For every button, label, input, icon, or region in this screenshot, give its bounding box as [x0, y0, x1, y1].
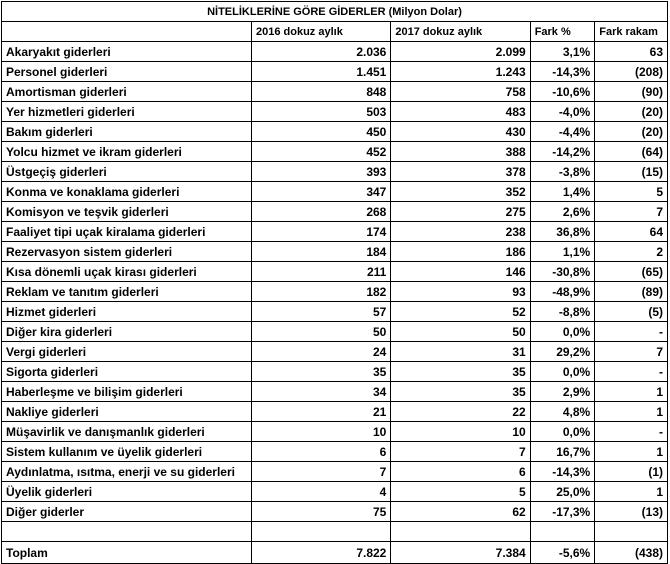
- empty-cell: [391, 522, 530, 542]
- table-row: [2, 442, 668, 462]
- row-label: Aydınlatma, ısıtma, enerji ve su giderleri: [2, 462, 252, 482]
- row-diff-value: -: [595, 422, 668, 442]
- row-2017-value: 10: [391, 422, 530, 442]
- table-row: [2, 422, 668, 442]
- empty-cell: [252, 522, 391, 542]
- row-pct-change: 0,0%: [530, 422, 595, 442]
- table-row: [2, 102, 668, 122]
- row-label: Rezervasyon sistem giderleri: [2, 242, 252, 262]
- total-label: Toplam: [2, 542, 252, 564]
- row-diff-value: (90): [595, 82, 668, 102]
- row-label: Sistem kullanım ve üyelik giderleri: [2, 442, 252, 462]
- row-2016-value: 848: [252, 82, 391, 102]
- table-row: [2, 262, 668, 282]
- table-row: [2, 242, 668, 262]
- row-2016-value: 35: [252, 362, 391, 382]
- header-diff: Fark rakam: [595, 22, 668, 42]
- row-2017-value: 483: [391, 102, 530, 122]
- row-2017-value: 5: [391, 482, 530, 502]
- row-pct-change: 36,8%: [530, 222, 595, 242]
- row-label: Üyelik giderleri: [2, 482, 252, 502]
- table-row: [2, 482, 668, 502]
- row-pct-change: 0,0%: [530, 322, 595, 342]
- spacer-row: [2, 522, 668, 542]
- row-2016-value: 174: [252, 222, 391, 242]
- row-2016-value: 2.036: [252, 42, 391, 62]
- total-pct-change: -5,6%: [530, 542, 595, 564]
- row-diff-value: (64): [595, 142, 668, 162]
- row-pct-change: -4,4%: [530, 122, 595, 142]
- table-row: [2, 182, 668, 202]
- row-2016-value: 75: [252, 502, 391, 522]
- row-pct-change: -14,3%: [530, 462, 595, 482]
- table-row: [2, 202, 668, 222]
- row-diff-value: 7: [595, 202, 668, 222]
- row-pct-change: 0,0%: [530, 362, 595, 382]
- row-2017-value: 93: [391, 282, 530, 302]
- table-row: [2, 122, 668, 142]
- row-label: Üstgeçiş giderleri: [2, 162, 252, 182]
- table-row: [2, 322, 668, 342]
- table-row: [2, 362, 668, 382]
- row-pct-change: -17,3%: [530, 502, 595, 522]
- row-2017-value: 378: [391, 162, 530, 182]
- row-label: Hizmet giderleri: [2, 302, 252, 322]
- row-pct-change: 29,2%: [530, 342, 595, 362]
- row-diff-value: (20): [595, 122, 668, 142]
- row-diff-value: (15): [595, 162, 668, 182]
- empty-cell: [2, 522, 252, 542]
- table-row: [2, 42, 668, 62]
- table-row: [2, 142, 668, 162]
- row-label: Sigorta giderleri: [2, 362, 252, 382]
- row-pct-change: 1,1%: [530, 242, 595, 262]
- row-2016-value: 184: [252, 242, 391, 262]
- row-label: Reklam ve tanıtım giderleri: [2, 282, 252, 302]
- row-2016-value: 21: [252, 402, 391, 422]
- total-row: [2, 542, 668, 564]
- row-diff-value: 1: [595, 382, 668, 402]
- row-diff-value: 63: [595, 42, 668, 62]
- row-pct-change: -4,0%: [530, 102, 595, 122]
- row-pct-change: -48,9%: [530, 282, 595, 302]
- expenses-table: [1, 1, 668, 564]
- row-pct-change: -3,8%: [530, 162, 595, 182]
- row-2017-value: 35: [391, 382, 530, 402]
- table-row: [2, 282, 668, 302]
- row-2017-value: 352: [391, 182, 530, 202]
- row-label: Yolcu hizmet ve ikram giderleri: [2, 142, 252, 162]
- row-2017-value: 2.099: [391, 42, 530, 62]
- row-diff-value: 1: [595, 402, 668, 422]
- row-diff-value: 1: [595, 482, 668, 502]
- row-2017-value: 146: [391, 262, 530, 282]
- row-pct-change: 2,6%: [530, 202, 595, 222]
- row-label: Haberleşme ve bilişim giderleri: [2, 382, 252, 402]
- table-row: [2, 222, 668, 242]
- row-diff-value: -: [595, 322, 668, 342]
- title-row: [2, 2, 668, 22]
- row-pct-change: 25,0%: [530, 482, 595, 502]
- row-2017-value: 7: [391, 442, 530, 462]
- row-2016-value: 393: [252, 162, 391, 182]
- row-diff-value: 2: [595, 242, 668, 262]
- row-diff-value: (20): [595, 102, 668, 122]
- row-pct-change: -10,6%: [530, 82, 595, 102]
- row-2016-value: 24: [252, 342, 391, 362]
- row-2017-value: 31: [391, 342, 530, 362]
- row-2016-value: 1.451: [252, 62, 391, 82]
- row-2016-value: 10: [252, 422, 391, 442]
- row-2016-value: 34: [252, 382, 391, 402]
- row-2016-value: 57: [252, 302, 391, 322]
- row-2017-value: 186: [391, 242, 530, 262]
- row-2016-value: 182: [252, 282, 391, 302]
- row-2017-value: 22: [391, 402, 530, 422]
- table-row: [2, 462, 668, 482]
- row-2017-value: 50: [391, 322, 530, 342]
- empty-cell: [530, 522, 595, 542]
- row-diff-value: 7: [595, 342, 668, 362]
- row-2016-value: 211: [252, 262, 391, 282]
- table-title: NİTELİKLERİNE GÖRE GİDERLER (Milyon Dolar): [2, 2, 668, 22]
- row-2016-value: 50: [252, 322, 391, 342]
- row-label: Diğer kira giderleri: [2, 322, 252, 342]
- total-2017-value: 7.384: [391, 542, 530, 564]
- header-2017: 2017 dokuz aylık: [391, 22, 530, 42]
- row-label: Nakliye giderleri: [2, 402, 252, 422]
- row-2016-value: 7: [252, 462, 391, 482]
- row-label: Konma ve konaklama giderleri: [2, 182, 252, 202]
- header-row: [2, 22, 668, 42]
- row-label: Personel giderleri: [2, 62, 252, 82]
- row-pct-change: 1,4%: [530, 182, 595, 202]
- row-2017-value: 6: [391, 462, 530, 482]
- row-diff-value: (65): [595, 262, 668, 282]
- row-2017-value: 52: [391, 302, 530, 322]
- row-pct-change: 2,9%: [530, 382, 595, 402]
- row-label: Akaryakıt giderleri: [2, 42, 252, 62]
- row-pct-change: 3,1%: [530, 42, 595, 62]
- table-row: [2, 62, 668, 82]
- row-label: Müşavirlik ve danışmanlık giderleri: [2, 422, 252, 442]
- table-row: [2, 342, 668, 362]
- row-diff-value: (13): [595, 502, 668, 522]
- row-pct-change: -14,2%: [530, 142, 595, 162]
- row-2016-value: 6: [252, 442, 391, 462]
- row-2017-value: 388: [391, 142, 530, 162]
- row-label: Amortisman giderleri: [2, 82, 252, 102]
- row-diff-value: (1): [595, 462, 668, 482]
- row-2016-value: 450: [252, 122, 391, 142]
- row-2017-value: 275: [391, 202, 530, 222]
- row-pct-change: -14,3%: [530, 62, 595, 82]
- table-row: [2, 302, 668, 322]
- row-pct-change: -30,8%: [530, 262, 595, 282]
- row-label: Yer hizmetleri giderleri: [2, 102, 252, 122]
- row-label: Diğer giderler: [2, 502, 252, 522]
- row-2016-value: 4: [252, 482, 391, 502]
- row-diff-value: (5): [595, 302, 668, 322]
- total-diff-value: (438): [595, 542, 668, 564]
- row-diff-value: (208): [595, 62, 668, 82]
- table-row: [2, 82, 668, 102]
- row-label: Komisyon ve teşvik giderleri: [2, 202, 252, 222]
- row-diff-value: (89): [595, 282, 668, 302]
- row-2017-value: 430: [391, 122, 530, 142]
- row-2017-value: 1.243: [391, 62, 530, 82]
- row-2016-value: 452: [252, 142, 391, 162]
- table-row: [2, 382, 668, 402]
- row-label: Vergi giderleri: [2, 342, 252, 362]
- row-pct-change: 4,8%: [530, 402, 595, 422]
- row-2017-value: 62: [391, 502, 530, 522]
- row-2016-value: 503: [252, 102, 391, 122]
- row-2016-value: 347: [252, 182, 391, 202]
- row-label: Kısa dönemli uçak kirası giderleri: [2, 262, 252, 282]
- row-diff-value: 64: [595, 222, 668, 242]
- row-2017-value: 758: [391, 82, 530, 102]
- table-row: [2, 502, 668, 522]
- row-pct-change: -8,8%: [530, 302, 595, 322]
- row-2016-value: 268: [252, 202, 391, 222]
- row-pct-change: 16,7%: [530, 442, 595, 462]
- header-2016: 2016 dokuz aylık: [252, 22, 391, 42]
- header-pct: Fark %: [530, 22, 595, 42]
- row-diff-value: -: [595, 362, 668, 382]
- total-2016-value: 7.822: [252, 542, 391, 564]
- row-diff-value: 1: [595, 442, 668, 462]
- header-label: [2, 22, 252, 42]
- row-2017-value: 35: [391, 362, 530, 382]
- row-diff-value: 5: [595, 182, 668, 202]
- table-row: [2, 162, 668, 182]
- empty-cell: [595, 522, 668, 542]
- row-label: Bakım giderleri: [2, 122, 252, 142]
- row-2017-value: 238: [391, 222, 530, 242]
- table-row: [2, 402, 668, 422]
- row-label: Faaliyet tipi uçak kiralama giderleri: [2, 222, 252, 242]
